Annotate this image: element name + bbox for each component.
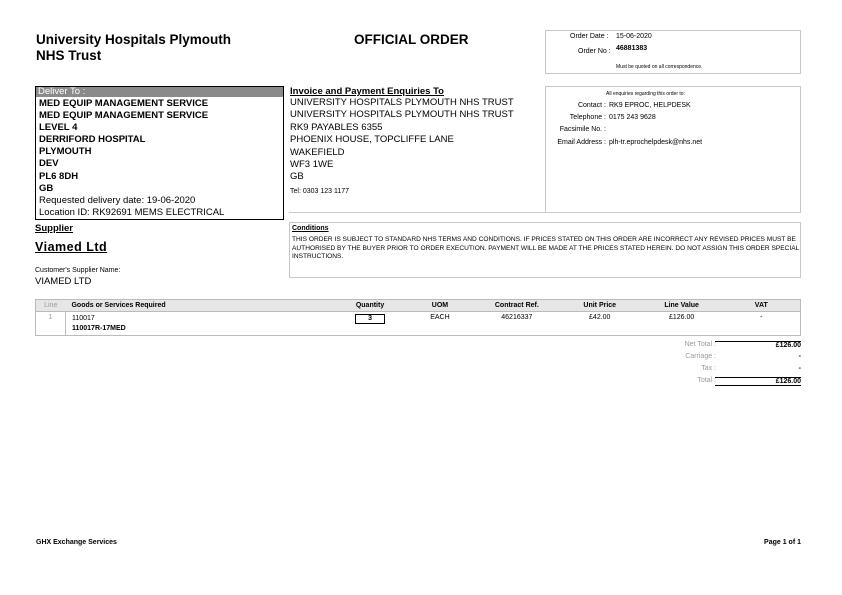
deliver-to-heading: Deliver To :: [36, 87, 283, 97]
invoice-address: [289, 97, 545, 198]
net-total-value: £126.00: [715, 341, 801, 349]
email-value: plh-tr.eprochelpdesk@nhs.net: [609, 139, 703, 146]
cell-uom: EACH: [405, 312, 475, 336]
cell-contract-ref: 46216337: [475, 312, 559, 336]
invoice-line: PHOENIX HOUSE, TOPCLIFFE LANE: [290, 134, 454, 146]
supplier-heading: Supplier: [35, 223, 74, 234]
header-line: Line: [36, 300, 66, 312]
cell-vat: -: [723, 312, 801, 336]
footer-provider: GHX Exchange Services: [36, 539, 117, 546]
deliver-line: MED EQUIP MANAGEMENT SERVICE: [39, 98, 209, 109]
order-info-box: [545, 30, 801, 74]
total-row: [660, 377, 801, 389]
page-number: Page 1 of 1: [764, 539, 801, 546]
header-quantity: Quantity: [335, 300, 405, 312]
organisation-name-line2: NHS Trust: [36, 48, 102, 63]
header-vat: VAT: [723, 300, 801, 312]
order-no-label: Order No :: [578, 48, 611, 55]
invoice-line: GB: [290, 171, 304, 183]
invoice-enquiries-box: [289, 86, 546, 213]
header-goods: Goods or Services Required: [65, 300, 335, 312]
carriage-value: -: [798, 353, 801, 360]
order-no-value: 46881383: [616, 45, 648, 52]
net-total-label: Net Total :: [684, 341, 716, 348]
requested-delivery-date: Requested delivery date: 19-06-2020: [39, 194, 196, 206]
telephone-value: 0175 243 9628: [609, 114, 656, 121]
header-line-value: Line Value: [641, 300, 723, 312]
tax-value: -: [798, 365, 801, 372]
organisation-name-line1: University Hospitals Plymouth: [36, 32, 232, 47]
header-uom: UOM: [405, 300, 475, 312]
location-id: Location ID: RK92691 MEMS ELECTRICAL: [39, 206, 225, 218]
telephone-label: Telephone :: [569, 114, 606, 121]
table-header-row: [36, 300, 801, 312]
cell-line-value: £126.00: [641, 312, 723, 336]
invoice-telephone: Tel: 0303 123 1177: [290, 187, 350, 195]
order-quote-note: Must be quoted on all correspondence.: [616, 64, 703, 70]
supplier-name: Viamed Ltd: [35, 240, 108, 254]
document-title: OFFICIAL ORDER: [354, 32, 469, 47]
invoice-line: RK9 PAYABLES 6355: [290, 121, 383, 133]
goods-description: 110017R-17MED: [71, 325, 126, 332]
invoice-line: WF3 1WE: [290, 159, 334, 171]
order-date-label: Order Date :: [570, 33, 609, 40]
deliver-line: PLYMOUTH: [39, 146, 92, 158]
cell-quantity: [335, 312, 405, 336]
total-value: £126.00: [715, 377, 801, 386]
deliver-line: DERRIFORD HOSPITAL: [39, 134, 146, 146]
invoice-line: WAKEFIELD: [290, 146, 345, 158]
organisation-name: [36, 32, 231, 64]
deliver-line: LEVEL 4: [39, 122, 78, 134]
contact-note: All enquiries regarding this order to:: [606, 91, 685, 97]
contact-value: RK9 EPROC, HELPDESK: [609, 102, 691, 109]
goods-code: 110017: [71, 315, 95, 322]
invoice-line: UNIVERSITY HOSPITALS PLYMOUTH NHS TRUST: [290, 97, 514, 108]
cell-goods: [65, 312, 335, 336]
conditions-text: THIS ORDER IS SUBJECT TO STANDARD NHS TERMS AND CONDITIONS. IF PRICES STATED ON THIS ORDER ARE INCORRECT ANY REVISED PRICES MUST BE AUTHORISED BY THE BUYER PRIOR TO ORDER EXECUTION. PAYMENT WILL BE MADE AT THE PRICES STATED HEREIN. DO NOT ASSIGN THIS ORDER SPECIAL INSTRUCTIONS.: [292, 236, 800, 261]
carriage-row: [660, 353, 801, 365]
conditions-box: [289, 222, 801, 278]
customer-supplier-label: Customer's Supplier Name:: [35, 267, 121, 274]
invoice-heading: Invoice and Payment Enquiries To: [290, 86, 444, 97]
totals-block: [660, 341, 801, 389]
deliver-line: DEV: [39, 158, 59, 170]
tax-row: [660, 365, 801, 377]
table-row: [36, 312, 801, 336]
deliver-line: PL6 8DH: [39, 170, 79, 182]
order-date-value: 15-06-2020: [616, 33, 652, 40]
cell-unit-price: £42.00: [559, 312, 641, 336]
order-items-table: [35, 299, 801, 336]
contact-label: Contact :: [577, 102, 606, 109]
deliver-to-address: [36, 97, 283, 219]
deliver-to-box: [35, 86, 284, 220]
total-label: Total :: [697, 377, 716, 384]
invoice-line: UNIVERSITY HOSPITALS PLYMOUTH NHS TRUST: [290, 109, 514, 121]
customer-supplier-value: VIAMED LTD: [35, 276, 92, 287]
cell-line: 1: [36, 312, 66, 336]
deliver-line: GB: [39, 182, 54, 194]
header-unit-price: Unit Price: [559, 300, 641, 312]
quantity-value: 3: [355, 314, 385, 324]
conditions-heading: Conditions: [292, 225, 329, 232]
carriage-label: Carriage :: [685, 353, 716, 360]
fax-label: Facsimile No. :: [559, 126, 606, 133]
contact-box: [546, 86, 801, 213]
net-total-row: [660, 341, 801, 353]
header-contract-ref: Contract Ref.: [475, 300, 559, 312]
tax-label: Tax :: [701, 365, 716, 372]
email-label: Email Address :: [557, 139, 606, 146]
deliver-line: MED EQUIP MANAGEMENT SERVICE: [39, 110, 209, 122]
